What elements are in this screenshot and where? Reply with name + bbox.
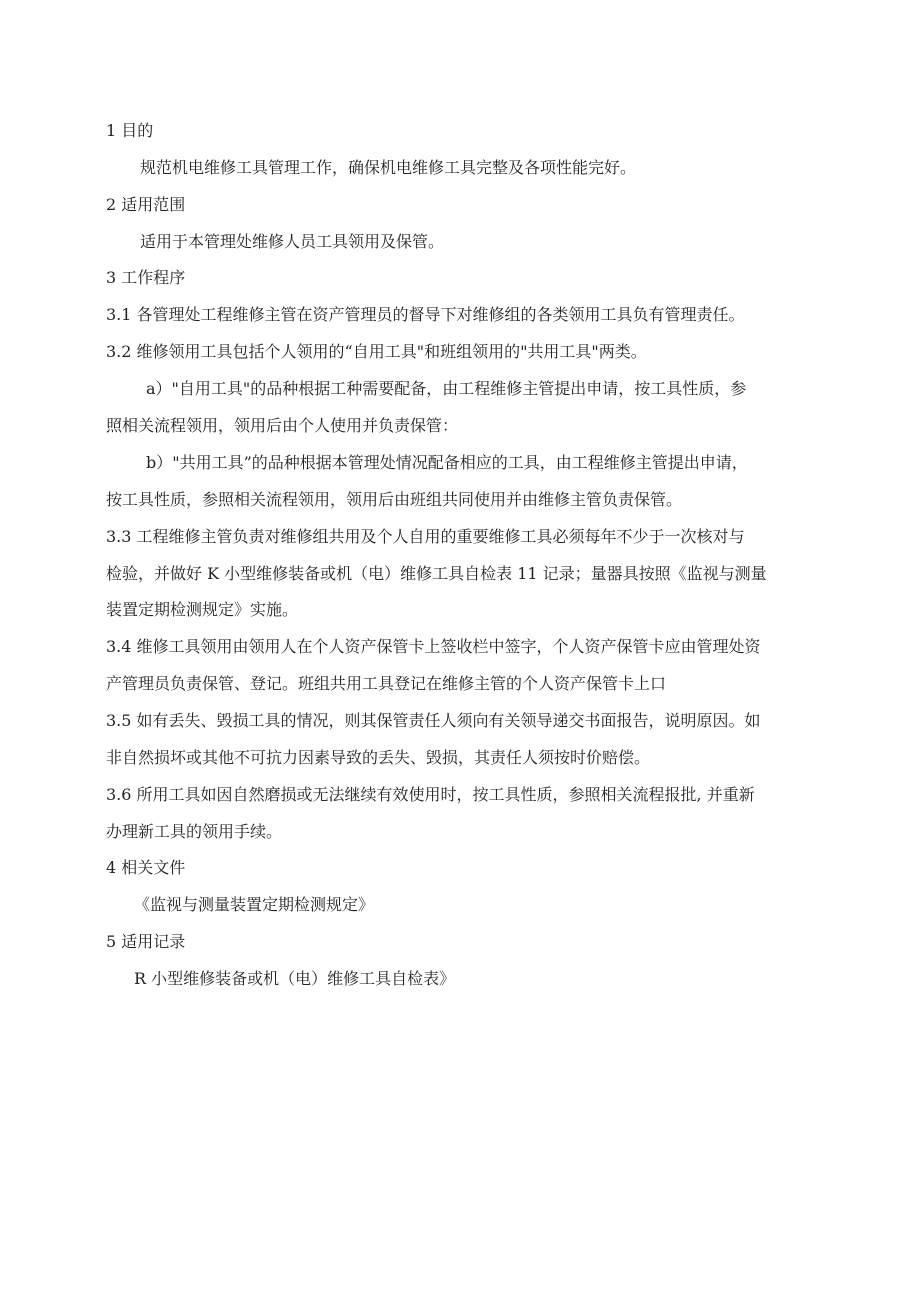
clause-3-2: 3.2 维修领用工具包括个人领用的“自用工具"和班组领用的"共用工具"两类。 [106,342,647,361]
clause-3-3-line3: 装置定期检测规定》实施。 [106,600,299,619]
section-4-heading: 4 相关文件 [106,858,186,877]
clause-3-2a-line1: a）"自用工具"的品种根据工种需要配备，由工程维修主管提出申请，按工具性质，参 [146,379,747,398]
clause-3-1: 3.1 各管理处工程维修主管在资产管理员的督导下对维修组的各类领用工具负有管理责任。 [106,305,745,324]
clause-3-4-line1: 3.4 维修工具领用由领用人在个人资产保管卡上签收栏中签字，个人资产保管卡应由管理处资 [106,637,761,656]
section-1-text: 规范机电维修工具管理工作，确保机电维修工具完整及各项性能完好。 [140,158,637,177]
section-1-heading: 1 目的 [106,121,154,140]
clause-3-3-line2: 检验，并做好 K 小型维修装备或机（电）维修工具自检表 11 记录；量器具按照《监视与测量 [106,564,767,583]
clause-3-6-line2: 办理新工具的领用手续。 [106,822,283,841]
clause-3-5-line1: 3.5 如有丢失、毁损工具的情况，则其保管责任人须向有关领导递交书面报告，说明原因。如 [106,711,761,730]
section-2-text: 适用于本管理处维修人员工具领用及保管。 [140,232,445,251]
section-2-heading: 2 适用范围 [106,195,186,214]
section-3-heading: 3 工作程序 [106,268,186,287]
clause-3-5-line2: 非自然损坏或其他不可抗力因素导致的丢失、毁损，其责任人须按时价赔偿。 [106,748,651,767]
clause-3-2b-line2: 按工具性质，参照相关流程领用，领用后由班组共同使用并由维修主管负责保管。 [106,490,683,509]
clause-3-2b-line1: b）"共用工具”的品种根据本管理处情况配备相应的工具，由工程维修主管提出申请， [146,453,748,472]
clause-3-3-line1: 3.3 工程维修主管负责对维修组共用及个人自用的重要维修工具必须每年不少于一次核对与 [106,527,745,546]
clause-3-6-line1: 3.6 所用工具如因自然磨损或无法继续有效使用时，按工具性质，参照相关流程报批, 并重新 [106,785,755,804]
section-5-text: R 小型维修装备或机（电）维修工具自检表》 [134,969,456,988]
clause-3-2a-line2: 照相关流程领用，领用后由个人使用并负责保管： [106,416,459,435]
clause-3-4-line2: 产管理员负责保管、登记。班组共用工具登记在维修主管的个人资产保管卡上口 [106,674,667,693]
section-4-text: 《监视与测量装置定期检测规定》 [134,895,375,914]
section-5-heading: 5 适用记录 [106,932,186,951]
